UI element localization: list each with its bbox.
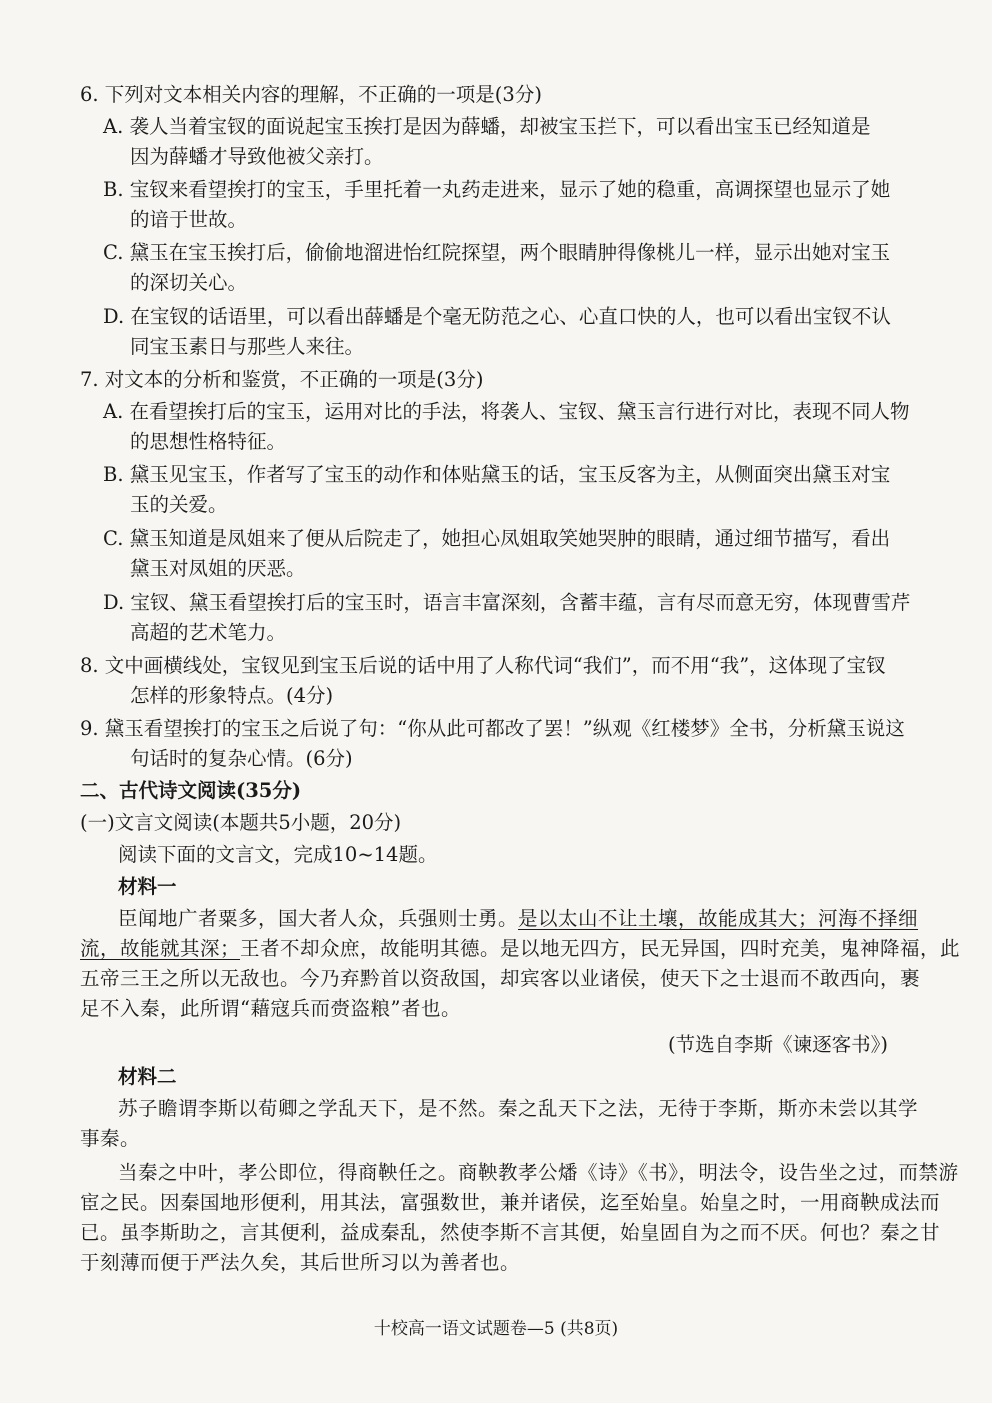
material-1-text: 臣闻地广者粟多，国大者人众，兵强则士勇。 (118, 907, 519, 930)
material-2-line: 已。虽李斯助之，言其便利，益成秦乱，然使李斯不言其便，始皇固自为之而不厌。何也？秦之甘 (80, 1221, 941, 1244)
question-7-stem: 7. 对文本的分析和鉴赏，不正确的一项是(3分) (80, 368, 484, 391)
q6-option-c: C. 黛玉在宝玉挨打后，偷偷地溜进怡红院探望，两个眼睛肿得像桃儿一样，显示出她对宝玉 (103, 241, 891, 264)
q6-option-b: B. 宝钗来看望挨打的宝玉，手里托着一丸药走进来，显示了她的稳重，高调探望也显示了她 (103, 178, 891, 201)
material-1-line: 足不入秦，此所谓“藉寇兵而赍盗粮”者也。 (80, 997, 461, 1020)
material-2-line: 当秦之中叶，孝公即位，得商鞅任之。商鞅教孝公燔《诗》《书》，明法令，设告坐之过，而禁游 (118, 1161, 959, 1184)
material-2-heading: 材料二 (118, 1065, 177, 1088)
question-9-cont: 句话时的复杂心情。(6分) (130, 747, 353, 770)
material-1-text: 王者不却众庶，故能明其德。是以地无四方，民无异国，四时充美，鬼神降福，此 (240, 937, 961, 960)
material-2-line: 苏子瞻谓李斯以荀卿之学乱天下，是不然。秦之乱天下之法，无待于李斯，斯亦未尝以其学 (118, 1097, 919, 1120)
q7-option-c-cont: 黛玉对凤姐的厌恶。 (130, 557, 306, 580)
material-2-line: 事秦。 (80, 1127, 141, 1150)
q6-option-c-cont: 的深切关心。 (130, 271, 248, 294)
question-6-stem: 6. 下列对文本相关内容的理解，不正确的一项是(3分) (80, 83, 542, 106)
q6-option-a-cont: 因为薛蟠才导致他被父亲打。 (130, 145, 384, 168)
material-1-heading: 材料一 (118, 875, 177, 898)
q7-option-c: C. 黛玉知道是凤姐来了便从后院走了，她担心凤姐取笑她哭肿的眼睛，通过细节描写，看出 (103, 527, 891, 550)
underlined-passage: 流，故能就其深； (80, 937, 241, 960)
subsection-1-title: (一)文言文阅读(本题共5小题，20分) (80, 811, 402, 834)
q7-option-a: A. 在看望挨打后的宝玉，运用对比的手法，将袭人、宝钗、黛玉言行进行对比，表现不同人物 (103, 400, 910, 423)
material-2-line: 于刻薄而便于严法久矣，其后世所习以为善者也。 (80, 1251, 521, 1274)
reading-instruction: 阅读下面的文言文，完成10~14题。 (118, 843, 438, 866)
underlined-passage: 是以太山不让土壤，故能成其大；河海不择细 (518, 907, 919, 930)
question-8: 8. 文中画横线处，宝钗见到宝玉后说的话中用了人称代词“我们”，而不用“我”，这体现了宝钗 (80, 654, 886, 677)
q7-option-b-cont: 玉的关爱。 (130, 493, 228, 516)
question-9: 9. 黛玉看望挨打的宝玉之后说了句：“你从此可都改了罢！”纵观《红楼梦》全书，分析黛玉说这 (80, 717, 905, 740)
material-1-line: 五帝三王之所以无敌也。今乃弃黔首以资敌国，却宾客以业诸侯，使天下之士退而不敢西向，裹 (80, 967, 921, 990)
section-2-title: 二、古代诗文阅读(35分) (80, 779, 302, 802)
question-8-cont: 怎样的形象特点。(4分) (130, 684, 334, 707)
material-1-source: (节选自李斯《谏逐客书》) (668, 1033, 888, 1056)
material-1-line (80, 904, 918, 934)
q7-option-d-cont: 高超的艺术笔力。 (130, 621, 287, 644)
q7-option-a-cont: 的思想性格特征。 (130, 430, 287, 453)
page-footer: 十校高一语文试题卷—5 (共8页) (373, 1319, 619, 1339)
q6-option-d: D. 在宝钗的话语里，可以看出薛蟠是个毫无防范之心、心直口快的人，也可以看出宝钗不认 (103, 305, 891, 328)
q7-option-b: B. 黛玉见宝玉，作者写了宝玉的动作和体贴黛玉的话，宝玉反客为主，从侧面突出黛玉对宝 (103, 463, 891, 486)
q6-option-a: A. 袭人当着宝钗的面说起宝玉挨打是因为薛蟠，却被宝玉拦下，可以看出宝玉已经知道是 (103, 115, 871, 138)
q6-option-d-cont: 同宝玉素日与那些人来往。 (130, 335, 365, 358)
material-2-line: 宦之民。因秦国地形便利，用其法，富强数世，兼并诸侯，迄至始皇。始皇之时，一用商鞅成法而 (80, 1191, 941, 1214)
material-1-line (80, 934, 960, 964)
q6-option-b-cont: 的谙于世故。 (130, 208, 248, 231)
q7-option-d: D. 宝钗、黛玉看望挨打后的宝玉时，语言丰富深刻，含蓄丰蕴，言有尽而意无穷，体现曹雪芹 (103, 591, 911, 614)
